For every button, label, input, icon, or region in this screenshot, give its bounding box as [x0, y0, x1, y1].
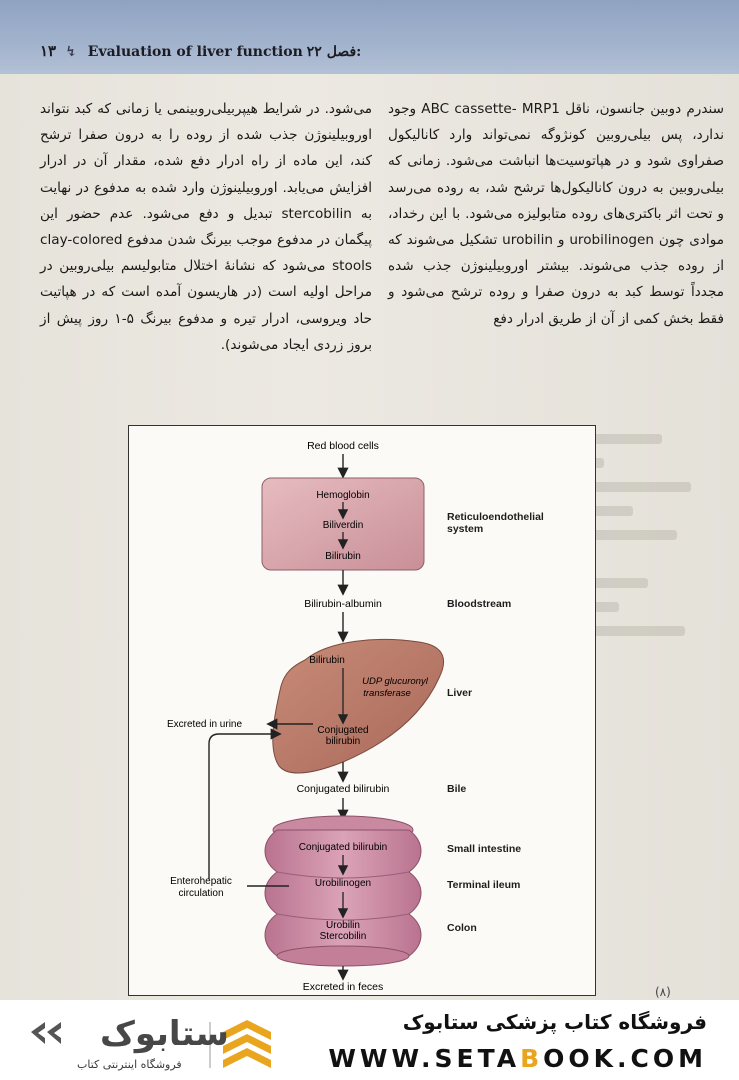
- label-excreted-feces: Excreted in feces: [302, 981, 384, 993]
- label-conjugated-1: Conjugated: [317, 725, 369, 736]
- liver-shape: [273, 639, 444, 773]
- label-bile: Bile: [447, 783, 467, 795]
- label-conjugated-bile: Conjugated bilirubin: [296, 783, 390, 795]
- label-hemoglobin: Hemoglobin: [316, 490, 370, 501]
- intestine-bottom: [277, 946, 409, 966]
- store-banner: [0, 1000, 739, 1080]
- chapter-title-fa: :فصل ۲۲: [306, 44, 362, 60]
- label-bilirubin-albumin: Bilirubin-albumin: [304, 598, 382, 610]
- logo-subtitle: فروشگاه اینترنتی کتاب: [77, 1058, 182, 1071]
- store-name: فروشگاه کتاب پزشکی ستابوک: [402, 1010, 707, 1034]
- paragraph-left: می‌شود. در شرایط هیپربیلی‌روبینمی یا زمانی که کبد نتواند اوروبیلینوژن جذب شده از روده را به درون صفرا ترشح کند، این ماده از راه ادرار دفع شده، مقدار آن در ادرار افزایش می‌یابد. اوروبیلینوژن وارد شده به مدفوع در نهایت به stercobilin تبدیل و دفع می‌شود. عدم حضور این پیگمان در مدفوع موجب بیرنگ شدن مدفوع clay-colored stools می‌شود که نشانهٔ اختلال متابولیسم بیلی‌روبین در مراحل اولیه است (در هاریسون آمده است که در هپاتیت حاد ویروسی، ادرار تیره و مدفوع بیرنگ ۵-۱ روز پیش از بروز زردی ایجاد می‌شوند).: [40, 101, 372, 353]
- page-number: ۱۳: [40, 42, 57, 60]
- label-enzyme-1: UDP glucuronyl: [362, 676, 428, 687]
- label-biliverdin: Biliverdin: [322, 520, 364, 531]
- label-excreted-urine: Excreted in urine: [167, 719, 243, 730]
- label-urobilin: Urobilin: [326, 920, 360, 931]
- enterohepatic-return-arrow: [209, 734, 279, 744]
- label-enzyme-2: transferase: [363, 688, 411, 699]
- label-terminal-ileum: Terminal ileum: [447, 879, 521, 891]
- label-enterohepatic-2: circulation: [178, 888, 224, 899]
- label-colon: Colon: [447, 922, 477, 934]
- paragraph-right: سندرم دوبین جانسون، ناقل ABC cassette- MRP1 وجود ندارد، پس بیلی‌روبین کونژوگه نمی‌تواند وارد کانالیکول صفراوی شود و در هپاتوسیت‌ها انباشت می‌شود. زمانی که بیلی‌روبین به درون کانالیکول‌ها ترشح شد، به روده می‌رسد و تحت اثر باکتری‌های روده متابولیزه می‌شود. با این رخداد، موادی چون urobilinogen و urobilin تشکیل می‌شوند که از روده جذب می‌شوند. بیشتر اوروبیلینوژن جذب شده مجدداً توسط کبد به درون صفرا و روده ترشح می‌شود و فقط بخش کمی از آن از طریق ادرار دفع: [388, 101, 724, 327]
- url-accent: B: [520, 1044, 544, 1073]
- label-bloodstream: Bloodstream: [447, 598, 512, 610]
- label-system: system: [447, 523, 484, 535]
- text-column-left: [40, 96, 372, 358]
- label-liver: Liver: [447, 687, 473, 699]
- label-bilirubin-box: Bilirubin: [325, 551, 361, 562]
- setabook-logo[interactable]: [25, 1010, 280, 1074]
- label-int-conjugated: Conjugated bilirubin: [298, 842, 388, 853]
- url-part-2: OOK.COM: [543, 1044, 707, 1073]
- bilirubin-metabolism-figure: [128, 425, 596, 996]
- url-part-1: WWW.SETA: [328, 1044, 521, 1073]
- label-conjugated-2: bilirubin: [325, 736, 361, 747]
- store-url-link[interactable]: [328, 1044, 707, 1073]
- figure-number: (۸): [655, 985, 671, 999]
- chapter-title-en: Evaluation of liver function: [87, 44, 303, 60]
- label-reticuloendothelial: Reticuloendothelial: [447, 511, 544, 523]
- label-urobilinogen: Urobilinogen: [314, 878, 372, 889]
- header-title: [40, 42, 361, 60]
- chapter-mark-icon: ↯: [65, 44, 77, 60]
- label-stercobilin: Stercobilin: [319, 931, 367, 942]
- label-enterohepatic-1: Enterohepatic: [170, 876, 232, 887]
- text-column-right: [388, 96, 724, 332]
- label-liver-bilirubin: Bilirubin: [309, 655, 345, 666]
- label-small-intestine: Small intestine: [447, 843, 522, 855]
- logo-wordmark: ستابوک: [100, 1014, 229, 1054]
- page-header: [0, 0, 739, 74]
- label-red-blood-cells: Red blood cells: [307, 440, 379, 452]
- bilirubin-diagram: [129, 426, 597, 997]
